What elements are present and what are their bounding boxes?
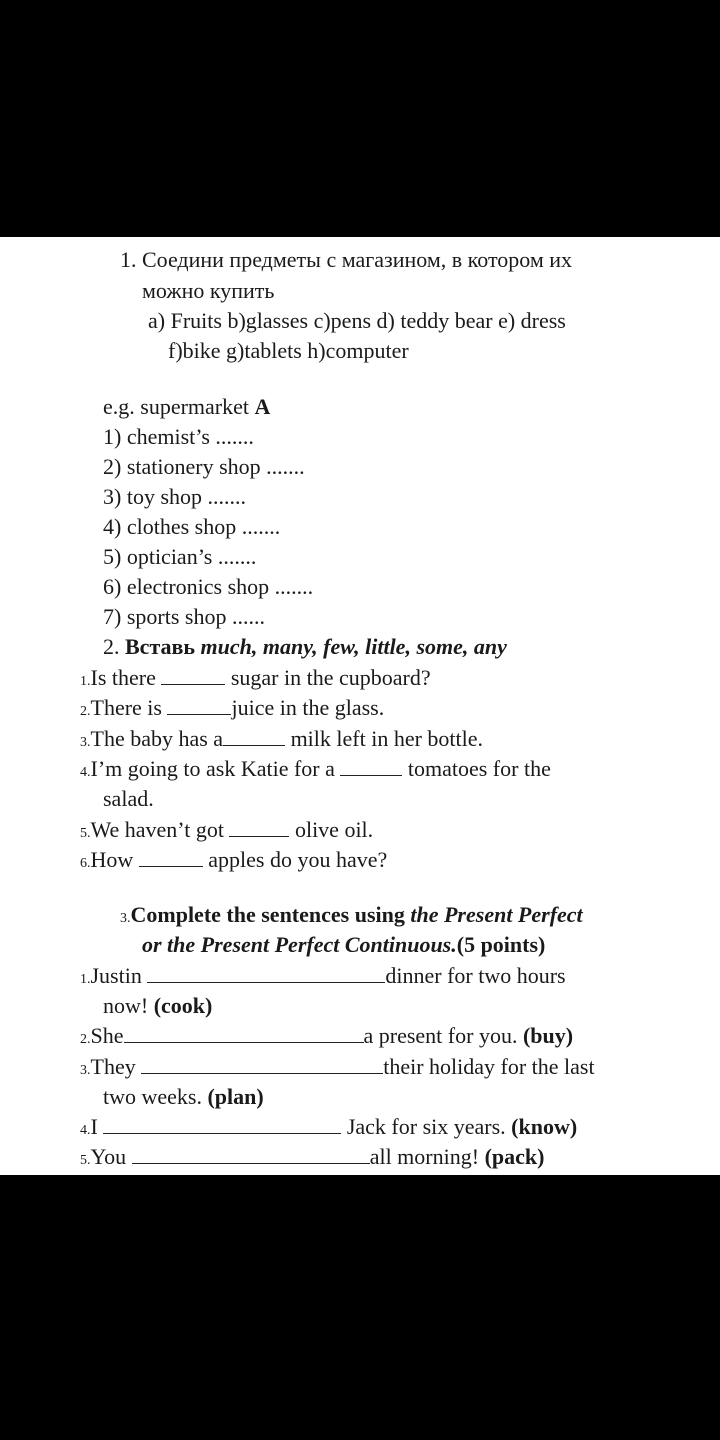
task2-item-4: 4.I’m going to ask Katie for a tomatoes for the [80,756,551,781]
example-text: e.g. supermarket [103,394,249,419]
task1-example [103,394,270,420]
example-answer: A [254,394,271,419]
task2-item-5: 5.We haven’t got olive oil. [80,817,374,842]
task3-item-5: 5.You all morning! (pack) [80,1144,545,1169]
worksheet-page [0,237,720,1175]
answer-blank[interactable] [139,848,203,867]
task3-item-3-cont: two weeks. (plan) [103,1084,264,1109]
shop-item: 3) toy shop ....... [103,484,246,509]
task2-title: Вставь [125,634,196,659]
answer-blank[interactable] [141,1055,383,1074]
task3-points: (5 points) [456,932,546,957]
task1-title: Соедини предметы с магазином, в котором их [142,247,573,272]
task3-heading [120,902,583,932]
task3-item-1-cont: now! (cook) [103,993,213,1018]
shop-item: 2) stationery shop ....... [103,454,305,479]
task2-item-2: 2.There is juice in the glass. [80,695,385,720]
shop-item: 7) sports shop ...... [103,604,265,629]
answer-blank[interactable] [132,1145,370,1164]
answer-blank[interactable] [103,1115,341,1134]
answer-blank[interactable] [340,757,402,776]
shop-item: 5) optician’s ....... [103,544,257,569]
task2-number: 2. [103,634,120,659]
task2-item-6: 6.How apples do you have? [80,847,388,872]
task3-item-2: 2.She a present for you. (buy) [80,1023,574,1048]
task2-item-1: 1.Is there sugar in the cupboard? [80,665,431,690]
task3-item-4: 4.I Jack for six years. (know) [80,1114,578,1139]
answer-blank[interactable] [167,696,231,715]
task1-items-line1: a) Fruits b)glasses c)pens d) teddy bear e) dress [148,308,566,333]
task3-heading-cont [142,932,545,958]
shop-item: 4) clothes shop ....... [103,514,281,539]
task3-title-b: the Present Perfect [410,902,583,927]
task3-title-a: Complete the sentences using [130,902,405,927]
task2-item-3: 3.The baby has a milk left in her bottle. [80,726,484,751]
task3-number: 3. [120,911,131,926]
task2-heading [103,634,507,660]
shop-item: 6) electronics shop ....... [103,574,314,599]
task1-heading [120,247,572,273]
task3-title-c: or the Present Perfect Continuous. [142,932,457,957]
answer-blank[interactable] [229,818,289,837]
task2-words: much, many, few, little, some, any [200,634,507,659]
task1-number: 1. [120,247,137,272]
task3-item-3: 3.They their holiday for the last [80,1054,595,1079]
answer-blank[interactable] [223,727,285,746]
answer-blank[interactable] [161,666,225,685]
task2-item-4-cont: salad. [103,786,154,811]
answer-blank[interactable] [147,964,385,983]
answer-blank[interactable] [124,1024,364,1043]
shop-item: 1) chemist’s ....... [103,424,254,449]
task3-item-1: 1.Justin dinner for two hours [80,963,566,988]
task1-items-line2: f)bike g)tablets h)computer [168,338,409,363]
task1-title-cont: можно купить [142,278,275,303]
